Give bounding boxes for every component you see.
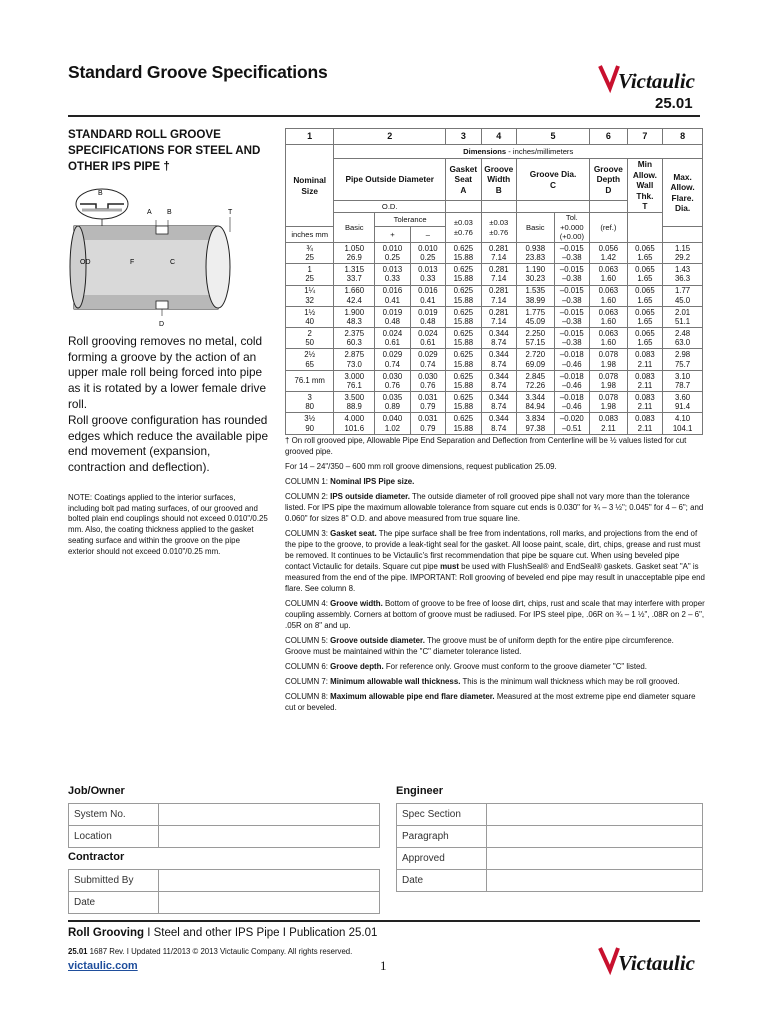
approved-label: Approved	[397, 848, 487, 870]
engineer-form	[396, 803, 703, 892]
nominal-size-header: Nominal Size	[286, 145, 334, 227]
cell-minus: 0.016 0.41	[410, 285, 445, 306]
engineer-heading: Engineer	[396, 785, 444, 797]
table-row	[286, 264, 703, 285]
cell-c: 2.250 57.15	[517, 328, 555, 349]
cell-size: 2½ 65	[286, 349, 334, 370]
cell-a: 0.625 15.88	[446, 349, 481, 370]
cell-d: 0.078 1.98	[590, 349, 628, 370]
basic-c-header: Basic	[517, 213, 555, 243]
cell-plus: 0.024 0.61	[375, 328, 410, 349]
cell-t: 0.065 1.65	[627, 328, 662, 349]
column-5-note: COLUMN 5: Groove outside diameter. The groove must be of uniform depth for the entire pipe circumference. Groove must be maintained within the "C" diameter tolerance listed.	[285, 636, 674, 656]
contractor-form	[68, 869, 380, 914]
cell-b: 0.281 7.14	[481, 306, 516, 327]
large-size-note: For 14 – 24"/350 – 600 mm roll groove dimensions, request publication 25.09.	[285, 462, 557, 471]
column-number: 7	[627, 129, 662, 145]
groove-width-header: Groove Width B	[481, 159, 516, 201]
engineer-date-field[interactable]	[487, 870, 703, 892]
column-number-row	[286, 129, 703, 145]
cell-f: 1.77 45.0	[663, 285, 703, 306]
c-tolerance: Tol. +0.000 (+0.00)	[554, 213, 589, 243]
cell-f: 3.10 78.7	[663, 370, 703, 391]
cell-c: 1.775 45.09	[517, 306, 555, 327]
paragraph-field[interactable]	[487, 826, 703, 848]
cell-c: 1.535 38.99	[517, 285, 555, 306]
cell-f: 4.10 104.1	[663, 413, 703, 434]
cell-b: 0.344 8.74	[481, 349, 516, 370]
contractor-heading: Contractor	[68, 851, 125, 863]
min-wall-header: Min Allow. Wall Thk. T	[627, 159, 662, 213]
footer-rule	[68, 920, 700, 922]
cell-minus: 0.031 0.79	[410, 392, 445, 413]
cell-a: 0.625 15.88	[446, 392, 481, 413]
cell-od: 1.660 42.4	[334, 285, 375, 306]
victaulic-logo-footer	[596, 940, 708, 980]
footer-title: Roll Grooving I Steel and other IPS Pipe I Publication 25.01	[68, 927, 378, 939]
cell-plus: 0.040 1.02	[375, 413, 410, 434]
cell-ctol: –0.018 –0.46	[554, 349, 589, 370]
cell-od: 1.315 33.7	[334, 264, 375, 285]
footer-logo-text: Victaulic	[618, 951, 696, 975]
table-row	[286, 285, 703, 306]
top-rule	[68, 115, 700, 117]
cell-minus: 0.030 0.76	[410, 370, 445, 391]
column-4-note: COLUMN 4: Groove width. Bottom of groove to be free of loose dirt, chips, rust and scale that may interfere with proper coupling assembly. Corners at bottom of groove must be radiused. For IPS steel pipe, .06R on ¾ – 1 ½", .08R on 2 – 6", .05R on 8" and up.	[285, 599, 705, 630]
cell-d: 0.078 1.98	[590, 392, 628, 413]
label-c: C	[170, 259, 176, 266]
job-owner-form	[68, 803, 380, 848]
column-6-note: COLUMN 6: Groove depth. For reference only. Groove must conform to the groove diameter "C" listed.	[285, 662, 647, 671]
cell-f: 1.15 29.2	[663, 243, 703, 264]
cell-f: 2.98 75.7	[663, 349, 703, 370]
column-7-note: COLUMN 7: Minimum allowable wall thickness. This is the minimum wall thickness which may be roll grooved.	[285, 677, 680, 686]
left-column	[68, 127, 270, 175]
cell-d: 0.063 1.60	[590, 285, 628, 306]
dimensions-header: Dimensions - inches/millimeters	[334, 145, 703, 159]
cell-t: 0.083 2.11	[627, 349, 662, 370]
cell-ctol: –0.015 –0.38	[554, 328, 589, 349]
cell-c: 1.190 30.23	[517, 264, 555, 285]
cell-d: 0.063 1.60	[590, 306, 628, 327]
location-field[interactable]	[159, 826, 380, 848]
column-number: 6	[590, 129, 628, 145]
cell-t: 0.083 2.11	[627, 370, 662, 391]
column-notes	[285, 435, 705, 717]
roll-grooving-paragraph: Roll grooving removes no metal, cold forming a groove by the action of an upper male roll being forced into pipe as it is rotated by a lower female drive roll.	[68, 334, 267, 411]
column-number: 1	[286, 129, 334, 145]
cell-minus: 0.024 0.61	[410, 328, 445, 349]
website-link[interactable]: victaulic.com	[68, 960, 138, 972]
cell-a: 0.625 15.88	[446, 306, 481, 327]
cell-ctol: –0.015 –0.38	[554, 306, 589, 327]
cell-c: 3.834 97.38	[517, 413, 555, 434]
logo-text: Victaulic	[618, 69, 696, 93]
cell-ctol: –0.015 –0.38	[554, 243, 589, 264]
cell-t: 0.083 2.11	[627, 413, 662, 434]
date-label: Date	[69, 892, 159, 914]
cell-b: 0.344 8.74	[481, 370, 516, 391]
units-label: inches mm	[286, 227, 334, 243]
cell-b: 0.281 7.14	[481, 285, 516, 306]
cell-f: 2.01 51.1	[663, 306, 703, 327]
cell-size: ¾ 25	[286, 243, 334, 264]
footer-revision: 25.01 1687 Rev. I Updated 11/2013 © 2013 Victaulic Company. All rights reserved.	[68, 947, 353, 956]
od-subheader: O.D.	[334, 201, 446, 213]
column-number: 2	[334, 129, 446, 145]
column-1-note: COLUMN 1: Nominal IPS Pipe size.	[285, 477, 415, 486]
cell-d: 0.063 1.60	[590, 328, 628, 349]
cell-od: 3.000 76.1	[334, 370, 375, 391]
table-row	[286, 243, 703, 264]
column-2-note: COLUMN 2: IPS outside diameter. The outside diameter of roll grooved pipe shall not vary more than the tolerance listed. For IPS pipe the maximum allowable tolerance from square cut ends is 0.030" for ¾ – 3 ½"; 0.045" for 4 – 6"; and 0.060" for sizes 8" O.D. and above measured from true square line.	[285, 492, 704, 523]
cell-a: 0.625 15.88	[446, 328, 481, 349]
label-t: T	[228, 209, 233, 216]
label-a: A	[147, 209, 152, 216]
cell-t: 0.065 1.65	[627, 306, 662, 327]
table-row	[286, 392, 703, 413]
cell-od: 1.900 48.3	[334, 306, 375, 327]
dagger-note: † On roll grooved pipe, Allowable Pipe End Separation and Deflection from Centerline will be ½ values listed for cut grooved pipe.	[285, 436, 687, 456]
cell-a: 0.625 15.88	[446, 264, 481, 285]
cell-minus: 0.029 0.74	[410, 349, 445, 370]
cell-d: 0.056 1.42	[590, 243, 628, 264]
minus-header: –	[410, 227, 445, 243]
cell-size: 3 80	[286, 392, 334, 413]
table-row	[286, 349, 703, 370]
plus-header: +	[375, 227, 410, 243]
cell-plus: 0.019 0.48	[375, 306, 410, 327]
submitted-by-field[interactable]	[159, 870, 380, 892]
label-b-detail: B	[98, 190, 103, 197]
cell-a: 0.625 15.88	[446, 413, 481, 434]
engineer-date-label: Date	[397, 870, 487, 892]
cell-minus: 0.019 0.48	[410, 306, 445, 327]
spec-section-field[interactable]	[487, 804, 703, 826]
job-owner-heading: Job/Owner	[68, 785, 125, 797]
cell-d: 0.063 1.60	[590, 264, 628, 285]
label-f: F	[130, 259, 135, 266]
cell-plus: 0.029 0.74	[375, 349, 410, 370]
tolerance-header: Tolerance	[375, 213, 446, 227]
cell-size: 1½ 40	[286, 306, 334, 327]
table-row	[286, 328, 703, 349]
gasket-seat-header: Gasket Seat A	[446, 159, 481, 201]
cell-ctol: –0.020 –0.51	[554, 413, 589, 434]
column-number: 4	[481, 129, 516, 145]
cell-b: 0.344 8.74	[481, 413, 516, 434]
configuration-paragraph: Roll groove configuration has rounded edges which reduce the available pipe end movement (expansion, contraction and deflection).	[68, 413, 269, 475]
max-flare-header: Max. Allow. Flare. Dia.	[663, 159, 703, 227]
gasket-tolerance: ±0.03 ±0.76	[446, 213, 481, 243]
victaulic-logo	[596, 58, 708, 98]
system-no-label: System No.	[69, 804, 159, 826]
pipe-od-header: Pipe Outside Diameter	[334, 159, 446, 201]
cell-c: 2.845 72.26	[517, 370, 555, 391]
section-heading: STANDARD ROLL GROOVE SPECIFICATIONS FOR STEEL AND OTHER IPS PIPE †	[68, 128, 261, 173]
cell-c: 0.938 23.83	[517, 243, 555, 264]
cell-od: 4.000 101.6	[334, 413, 375, 434]
cell-d: 0.083 2.11	[590, 413, 628, 434]
page-number: 1	[380, 958, 387, 973]
cell-plus: 0.010 0.25	[375, 243, 410, 264]
cell-od: 3.500 88.9	[334, 392, 375, 413]
location-label: Location	[69, 826, 159, 848]
system-no-field[interactable]	[159, 804, 380, 826]
cell-plus: 0.013 0.33	[375, 264, 410, 285]
cell-t: 0.065 1.65	[627, 264, 662, 285]
spec-section-label: Spec Section	[397, 804, 487, 826]
column-number: 3	[446, 129, 481, 145]
label-b: B	[167, 209, 172, 216]
table-row	[286, 370, 703, 391]
width-tolerance: ±0.03 ±0.76	[481, 213, 516, 243]
cell-size: 76.1 mm	[286, 370, 334, 391]
table-row	[286, 413, 703, 434]
cell-minus: 0.010 0.25	[410, 243, 445, 264]
approved-field[interactable]	[487, 848, 703, 870]
cell-plus: 0.035 0.89	[375, 392, 410, 413]
cell-f: 2.48 63.0	[663, 328, 703, 349]
column-number: 8	[663, 129, 703, 145]
cell-ctol: –0.015 –0.38	[554, 264, 589, 285]
cell-ctol: –0.018 –0.46	[554, 370, 589, 391]
cell-b: 0.281 7.14	[481, 243, 516, 264]
cell-size: 1¼ 32	[286, 285, 334, 306]
cell-minus: 0.013 0.33	[410, 264, 445, 285]
cell-b: 0.281 7.14	[481, 264, 516, 285]
cell-od: 2.375 60.3	[334, 328, 375, 349]
cell-plus: 0.030 0.76	[375, 370, 410, 391]
groove-depth-header: Groove Depth D	[590, 159, 628, 201]
label-od: OD	[80, 259, 91, 266]
cell-od: 2.875 73.0	[334, 349, 375, 370]
cell-size: 2 50	[286, 328, 334, 349]
label-d: D	[159, 321, 165, 328]
basic-header: Basic	[334, 213, 375, 243]
column-number: 5	[517, 129, 590, 145]
cell-t: 0.065 1.65	[627, 243, 662, 264]
page-title: Standard Groove Specifications	[68, 62, 328, 82]
cell-c: 2.720 69.09	[517, 349, 555, 370]
cell-f: 3.60 91.4	[663, 392, 703, 413]
cell-f: 1.43 36.3	[663, 264, 703, 285]
coating-note: NOTE: Coatings applied to the interior surfaces, including bolt pad mating surfaces, of our grooved and bolted plain end couplings should not exceed 0.010"/0.25 mm. Also, the coating thickness applied to the gasket seating surface and within the groove on the pipe exterior should not exceed 0.010"/0.25 mm.	[68, 493, 268, 556]
table-row	[286, 306, 703, 327]
cell-ctol: –0.018 –0.46	[554, 392, 589, 413]
date-field[interactable]	[159, 892, 380, 914]
cell-od: 1.050 26.9	[334, 243, 375, 264]
cell-a: 0.625 15.88	[446, 243, 481, 264]
cell-size: 3½ 90	[286, 413, 334, 434]
ref-label: (ref.)	[590, 213, 628, 243]
cell-b: 0.344 8.74	[481, 328, 516, 349]
column-8-note: COLUMN 8: Maximum allowable pipe end flare diameter. Measured at the most extreme pipe end diameter square cut or beveled.	[285, 692, 696, 712]
column-3-note: COLUMN 3: Gasket seat. The pipe surface shall be free from indentations, roll marks, and projections from the end of the pipe to the groove, to provide a leak-tight seal for the gasket. All loose paint, scale, dirt, chips, grease and rust must be removed. It continues to be Victaulic's first recommendation that pipe be square cut. When using beveled pipe contact Victaulic for details. Square cut pipe must be used with FlushSeal® and EndSeal® gaskets. Gasket seat "A" is measured from the end of the pipe. IMPORTANT: Roll grooving of beveled end pipe may result in unacceptable pipe end flare. See column 8.	[285, 529, 705, 593]
submitted-by-label: Submitted By	[69, 870, 159, 892]
cell-t: 0.083 2.11	[627, 392, 662, 413]
cell-a: 0.625 15.88	[446, 370, 481, 391]
cell-c: 3.344 84.94	[517, 392, 555, 413]
cell-d: 0.078 1.98	[590, 370, 628, 391]
cell-size: 1 25	[286, 264, 334, 285]
publication-number: 25.01	[655, 95, 693, 112]
cell-ctol: –0.015 –0.38	[554, 285, 589, 306]
cell-a: 0.625 15.88	[446, 285, 481, 306]
cell-t: 0.065 1.65	[627, 285, 662, 306]
groove-diagram	[68, 184, 268, 329]
groove-dia-header: Groove Dia. C	[517, 159, 590, 201]
paragraph-label: Paragraph	[397, 826, 487, 848]
cell-b: 0.344 8.74	[481, 392, 516, 413]
groove-spec-table	[285, 128, 703, 435]
cell-minus: 0.031 0.79	[410, 413, 445, 434]
cell-plus: 0.016 0.41	[375, 285, 410, 306]
